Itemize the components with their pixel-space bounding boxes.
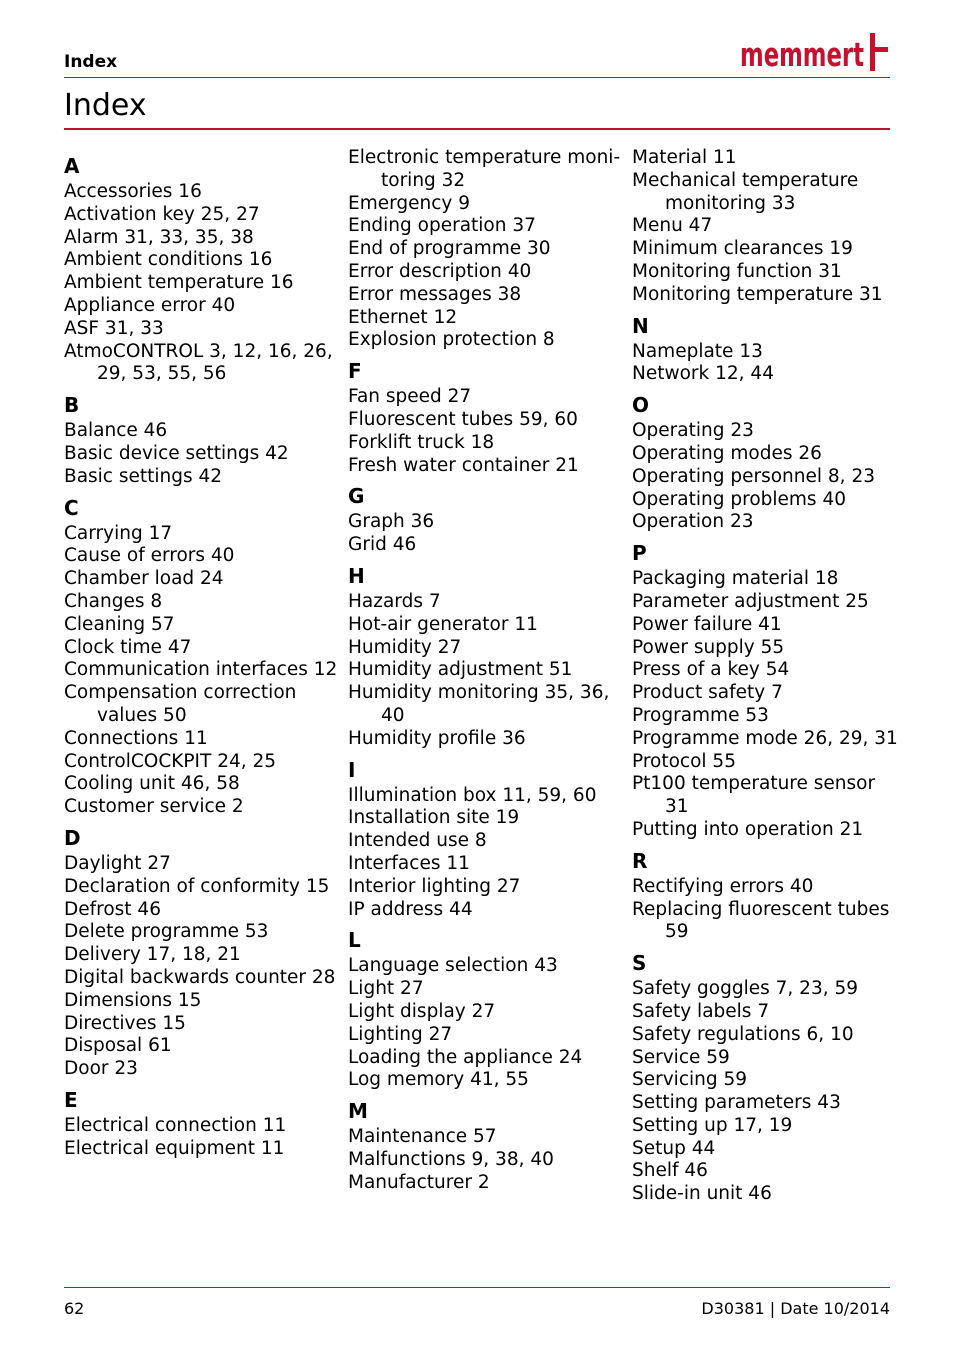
index-entry: Service 59 [632, 1046, 730, 1068]
index-entry: Hot-air generator 11 [348, 613, 538, 635]
index-entry: Fluorescent tubes 59, 60 [348, 408, 578, 430]
index-entry: Manufacturer 2 [348, 1171, 490, 1193]
index-entry: Malfunctions 9, 38, 40 [348, 1148, 554, 1170]
index-entry: Putting into operation 21 [632, 818, 864, 840]
index-entry: Mechanical temperature monitoring 33 [632, 169, 859, 214]
index-letter-heading: P [632, 541, 647, 566]
index-entry: Balance 46 [64, 420, 168, 442]
index-entry: Operating modes 26 [632, 442, 822, 464]
index-entry: Compensation correction values 50 [64, 682, 297, 726]
index-entry: Light 27 [348, 978, 424, 1000]
index-entry: Replacing fluorescent tubes 59 [632, 898, 890, 943]
index-entry: Rectifying errors 40 [632, 875, 814, 897]
index-entry: Electronic temperature moni- toring 32 [348, 147, 621, 191]
index-entry: Ending operation 37 [348, 215, 536, 237]
memmert-logo [740, 33, 890, 74]
index-entry: Interfaces 11 [348, 852, 470, 874]
index-letter-heading: S [632, 951, 647, 976]
index-letter-heading: N [632, 313, 649, 338]
index-entry: Clock time 47 [64, 636, 192, 658]
index-letter-heading: A [64, 154, 80, 178]
index-entry: Slide-in unit 46 [632, 1183, 772, 1205]
index-entry: Daylight 27 [64, 852, 171, 874]
index-entry: Basic settings 42 [64, 465, 223, 487]
index-entry: Forklift truck 18 [348, 431, 495, 453]
index-entry: Power failure 41 [632, 613, 782, 635]
index-column-2 [348, 147, 628, 1194]
index-entry: Interior lighting 27 [348, 875, 521, 897]
index-entry: Connections 11 [64, 727, 208, 749]
index-entry: Defrost 46 [64, 898, 161, 920]
index-entry: Pt100 temperature sensor 31 [632, 773, 876, 818]
index-entry: Carrying 17 [64, 522, 173, 544]
index-entry: Installation site 19 [348, 807, 520, 829]
index-entry: Electrical connection 11 [64, 1114, 287, 1136]
index-entry: Alarm 31, 33, 35, 38 [64, 226, 254, 248]
index-entry: Illumination box 11, 59, 60 [348, 784, 597, 806]
index-letter-heading: G [348, 484, 365, 509]
index-entry: Programme 53 [632, 704, 769, 726]
index-entry: Dimensions 15 [64, 989, 202, 1011]
index-entry: Setup 44 [632, 1137, 716, 1159]
index-entry: Safety goggles 7, 23, 59 [632, 978, 859, 1000]
index-entry: Monitoring temperature 31 [632, 283, 883, 305]
index-letter-heading: L [348, 928, 361, 953]
index-column-1 [64, 147, 344, 1160]
footer-document-info: D30381 | Date 10/2014 [701, 1299, 890, 1318]
index-entry: Light display 27 [348, 1000, 496, 1022]
index-entry: Operating problems 40 [632, 488, 846, 510]
index-entry: Operation 23 [632, 511, 754, 533]
index-entry: Safety regulations 6, 10 [632, 1023, 854, 1045]
index-entry: Press of a key 54 [632, 659, 790, 681]
index-entry: Fan speed 27 [348, 386, 472, 408]
index-entry: Product safety 7 [632, 682, 783, 704]
index-entry: Shelf 46 [632, 1160, 708, 1182]
index-entry: ASF 31, 33 [64, 317, 164, 339]
index-letter-heading: E [64, 1087, 78, 1112]
index-entry: Activation key 25, 27 [64, 203, 260, 225]
index-entry: Cooling unit 46, 58 [64, 773, 240, 795]
index-entry: Explosion protection 8 [348, 329, 555, 351]
svg-text:memmert: memmert [740, 35, 865, 74]
index-entry: Graph 36 [348, 511, 435, 533]
index-entry: Directives 15 [64, 1012, 186, 1034]
index-entry: Delivery 17, 18, 21 [64, 944, 241, 966]
index-letter-heading: D [64, 825, 81, 850]
index-entry: Emergency 9 [348, 192, 470, 214]
index-entry: Basic device settings 42 [64, 442, 289, 464]
index-entry: Humidity profile 36 [348, 727, 526, 749]
title-rule [64, 128, 890, 130]
index-entry: Setting parameters 43 [632, 1092, 841, 1114]
index-entry: Intended use 8 [348, 830, 487, 852]
index-column-3 [632, 147, 902, 1206]
index-letter-heading: R [632, 848, 648, 873]
index-entry: Electrical equipment 11 [64, 1137, 285, 1159]
page-title: Index [64, 88, 147, 123]
index-letter-heading: I [348, 757, 356, 782]
index-entry: Monitoring function 31 [632, 260, 842, 282]
index-entry: Setting up 17, 19 [632, 1114, 793, 1136]
index-entry: Changes 8 [64, 590, 163, 612]
index-entry: Language selection 43 [348, 955, 558, 977]
index-entry: Lighting 27 [348, 1023, 453, 1045]
index-entry: Door 23 [64, 1058, 138, 1080]
index-entry: Fresh water container 21 [348, 454, 579, 476]
index-entry: IP address 44 [348, 898, 473, 920]
index-entry: Ethernet 12 [348, 306, 458, 328]
index-entry: AtmoCONTROL 3, 12, 16, 26, 29, 53, 55, 56 [64, 340, 333, 385]
index-letter-heading: H [348, 563, 365, 588]
index-entry: Customer service 2 [64, 796, 244, 818]
index-letter-heading: C [64, 495, 79, 520]
header-rule [64, 77, 890, 78]
index-letter-heading: B [64, 393, 80, 418]
index-entry: Ambient conditions 16 [64, 249, 273, 271]
index-entry: Ambient temperature 16 [64, 272, 294, 294]
index-entry: Delete programme 53 [64, 921, 269, 943]
index-entry: Loading the appliance 24 [348, 1046, 583, 1068]
index-entry: Packaging material 18 [632, 568, 839, 590]
index-entry: Humidity adjustment 51 [348, 659, 573, 681]
index-entry: Hazards 7 [348, 590, 441, 612]
index-entry: Cleaning 57 [64, 613, 175, 635]
index-entry: Operating 23 [632, 420, 754, 442]
index-entry: Humidity 27 [348, 636, 462, 658]
index-entry: End of programme 30 [348, 238, 551, 260]
index-entry: Error messages 38 [348, 283, 522, 305]
index-entry: Communication interfaces 12 [64, 659, 338, 681]
index-entry: Disposal 61 [64, 1035, 172, 1057]
index-entry: Material 11 [632, 147, 737, 168]
index-entry: Chamber load 24 [64, 568, 224, 590]
index-entry: ControlCOCKPIT 24, 25 [64, 750, 277, 772]
index-entry: Error description 40 [348, 260, 532, 282]
index-entry: Grid 46 [348, 534, 417, 556]
index-letter-heading: M [348, 1099, 368, 1124]
footer-rule [64, 1287, 890, 1288]
header-section-label: Index [64, 52, 118, 72]
index-letter-heading: F [348, 359, 362, 384]
index-entry: Servicing 59 [632, 1069, 748, 1091]
index-entry: Nameplate 13 [632, 340, 763, 362]
index-entry: Appliance error 40 [64, 294, 236, 316]
index-letter-heading: O [632, 393, 650, 418]
index-entry: Log memory 41, 55 [348, 1069, 529, 1091]
index-entry: Menu 47 [632, 215, 713, 237]
index-entry: Declaration of conformity 15 [64, 875, 330, 897]
index-entry: Programme mode 26, 29, 31 [632, 727, 898, 749]
index-entry: Safety labels 7 [632, 1000, 770, 1022]
footer-page-number: 62 [64, 1299, 85, 1318]
index-entry: Maintenance 57 [348, 1126, 497, 1148]
index-entry: Parameter adjustment 25 [632, 590, 869, 612]
index-entry: Minimum clearances 19 [632, 238, 853, 260]
index-entry: Power supply 55 [632, 636, 785, 658]
index-entry: Accessories 16 [64, 181, 202, 202]
index-entry: Operating personnel 8, 23 [632, 465, 875, 487]
index-entry: Humidity monitoring 35, 36, 40 [348, 682, 610, 726]
index-entry: Cause of errors 40 [64, 545, 235, 567]
index-entry: Digital backwards counter 28 [64, 966, 336, 988]
index-entry: Protocol 55 [632, 750, 736, 772]
index-entry: Network 12, 44 [632, 363, 774, 385]
